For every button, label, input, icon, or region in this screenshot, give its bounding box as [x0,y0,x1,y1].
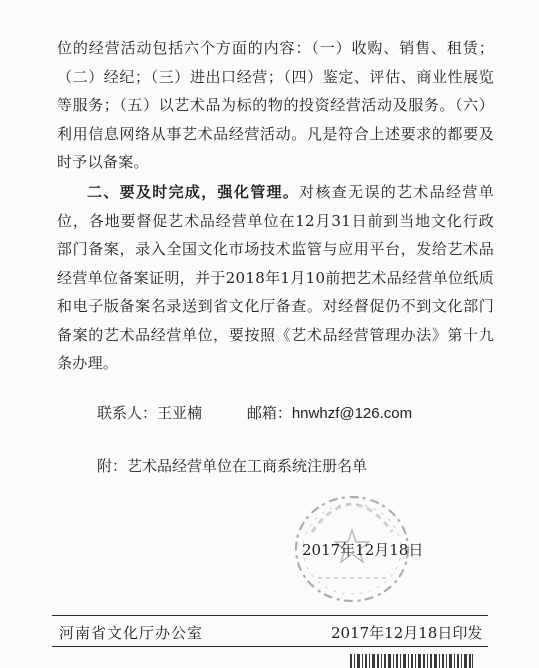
paragraph-complete-in-time-body: 对核查无误的艺术品经营单位，各地要督促艺术品经营单位在12月31日前到当地文化行政部门备案，录入全国文化市场技术监管与应用平台，发给艺术品经营单位备案证明，并于2018年1月10前把艺术品经营单位纸质和电子版备案名录送到省文化厅备查。对经督促仍不到文化部门备案的艺术品经营单位，要按照《艺术品经营管理办法》第十九条办理。 [57,183,494,372]
footer-organization: 河南省文化厅办公室 [59,624,204,642]
barcode-image [350,654,474,668]
section-heading-complete-in-time: 二、要及时完成，强化管理。 [87,183,300,201]
email-value: hnwhzf@126.com [291,405,413,422]
contact-label: 联系人： [97,404,158,422]
footer-issue-date: 2017年12月18日印发 [331,624,483,642]
paragraph-complete-in-time [57,178,494,378]
paragraph-business-scope: 位的经营活动包括六个方面的内容：（一）收购、销售、租赁；（二）经纪；（三）进出口经营；（四）鉴定、评估、商业性展览等服务；（五）以艺术品为标的物的投资经营活动及服务。（六）利用信息网络从事艺术品经营活动。凡是符合上述要求的都要及时予以备案。 [57,39,494,171]
attachment-note: 附：艺术品经营单位在工商系统注册名单 [97,457,368,475]
footer-divider-top [52,615,488,616]
contact-line [97,402,412,423]
email-label: 邮箱： [246,404,292,422]
contact-name: 王亚楠 [157,404,203,422]
signature-date: 2017年12月18日 [302,541,424,559]
footer-divider-bottom [52,646,488,647]
